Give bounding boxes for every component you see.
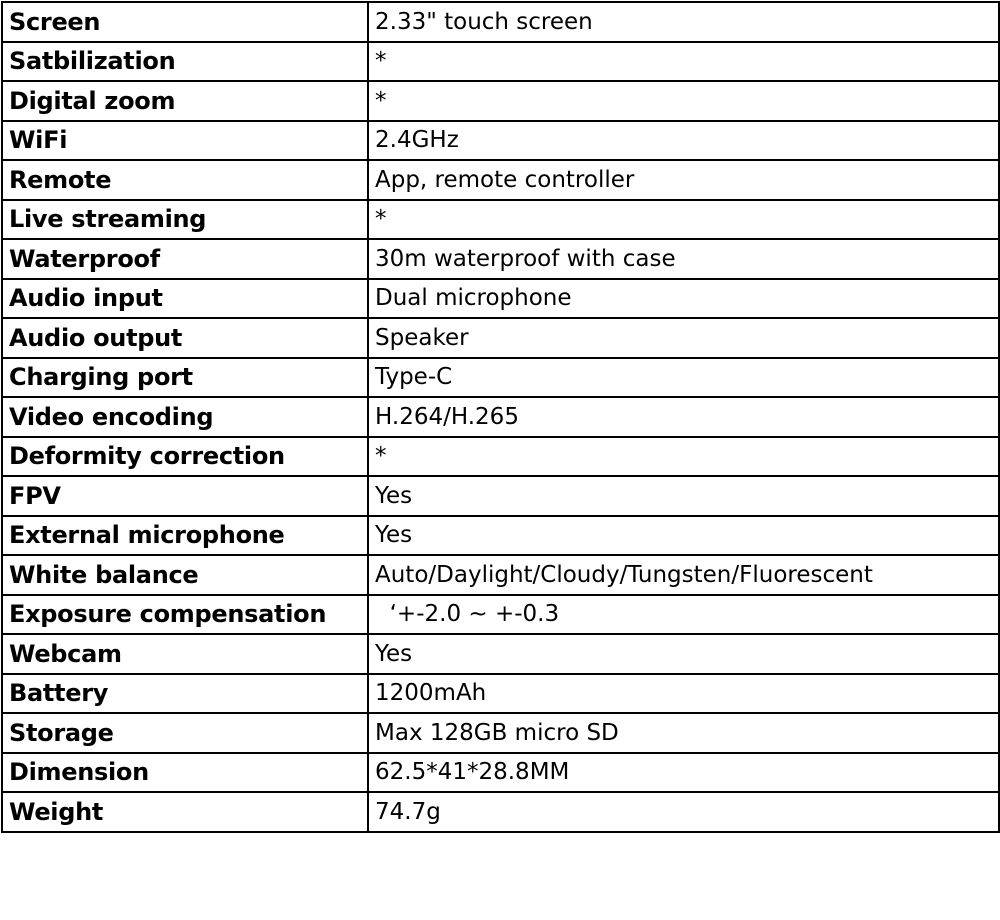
spec-label: White balance bbox=[2, 555, 368, 595]
spec-label: Video encoding bbox=[2, 397, 368, 437]
table-row bbox=[2, 239, 999, 279]
spec-value: Yes bbox=[368, 476, 999, 516]
spec-value: Speaker bbox=[368, 318, 999, 358]
spec-label: Dimension bbox=[2, 753, 368, 793]
spec-label: Live streaming bbox=[2, 200, 368, 240]
spec-label: Audio output bbox=[2, 318, 368, 358]
table-row bbox=[2, 200, 999, 240]
table-row bbox=[2, 713, 999, 753]
table-row bbox=[2, 634, 999, 674]
spec-label: Screen bbox=[2, 2, 368, 42]
spec-value: * bbox=[368, 437, 999, 477]
spec-value: 2.4GHz bbox=[368, 121, 999, 161]
table-row bbox=[2, 397, 999, 437]
table-row bbox=[2, 437, 999, 477]
table-row bbox=[2, 2, 999, 42]
spec-value: Yes bbox=[368, 516, 999, 556]
spec-value: Dual microphone bbox=[368, 279, 999, 319]
spec-label: External microphone bbox=[2, 516, 368, 556]
spec-label: Charging port bbox=[2, 358, 368, 398]
spec-value: 62.5*41*28.8MM bbox=[368, 753, 999, 793]
spec-value: H.264/H.265 bbox=[368, 397, 999, 437]
table-row bbox=[2, 121, 999, 161]
spec-label: Satbilization bbox=[2, 42, 368, 82]
spec-label: Audio input bbox=[2, 279, 368, 319]
table-row bbox=[2, 160, 999, 200]
table-row bbox=[2, 792, 999, 832]
spec-label: Battery bbox=[2, 674, 368, 714]
spec-value: * bbox=[368, 42, 999, 82]
spec-value: * bbox=[368, 81, 999, 121]
table-row bbox=[2, 555, 999, 595]
table-row bbox=[2, 753, 999, 793]
spec-value: 74.7g bbox=[368, 792, 999, 832]
spec-value: Yes bbox=[368, 634, 999, 674]
table-row bbox=[2, 318, 999, 358]
table-row bbox=[2, 42, 999, 82]
table-row bbox=[2, 81, 999, 121]
spec-value: Max 128GB micro SD bbox=[368, 713, 999, 753]
spec-value: * bbox=[368, 200, 999, 240]
spec-value: 2.33" touch screen bbox=[368, 2, 999, 42]
table-row bbox=[2, 476, 999, 516]
spec-value: App, remote controller bbox=[368, 160, 999, 200]
spec-label: WiFi bbox=[2, 121, 368, 161]
table-row bbox=[2, 595, 999, 635]
spec-label: FPV bbox=[2, 476, 368, 516]
spec-value: Auto/Daylight/Cloudy/Tungsten/Fluorescent bbox=[368, 555, 999, 595]
spec-value: 30m waterproof with case bbox=[368, 239, 999, 279]
table-row bbox=[2, 516, 999, 556]
spec-label: Webcam bbox=[2, 634, 368, 674]
spec-value: Type-C bbox=[368, 358, 999, 398]
spec-label: Remote bbox=[2, 160, 368, 200]
spec-label: Deformity correction bbox=[2, 437, 368, 477]
table-row bbox=[2, 279, 999, 319]
spec-value: ‘+-2.0 ~ +-0.3 bbox=[368, 595, 999, 635]
table-row bbox=[2, 358, 999, 398]
spec-table bbox=[1, 1, 1000, 833]
spec-label: Exposure compensation bbox=[2, 595, 368, 635]
spec-value: 1200mAh bbox=[368, 674, 999, 714]
spec-label: Weight bbox=[2, 792, 368, 832]
table-row bbox=[2, 674, 999, 714]
spec-label: Storage bbox=[2, 713, 368, 753]
spec-label: Waterproof bbox=[2, 239, 368, 279]
spec-label: Digital zoom bbox=[2, 81, 368, 121]
